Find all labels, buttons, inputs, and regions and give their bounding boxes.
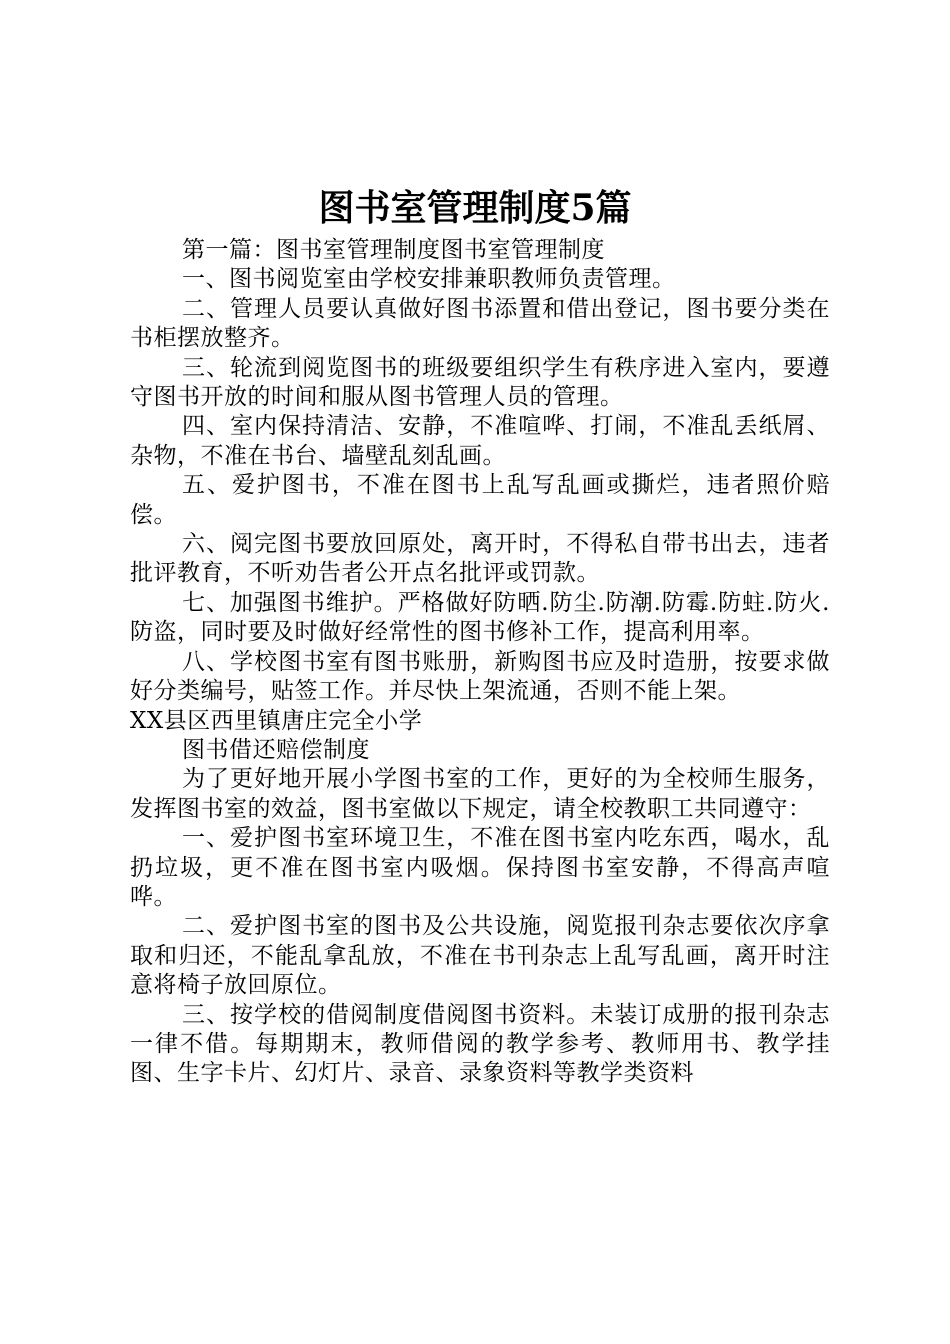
paragraph-rule-3: 三、轮流到阅览图书的班级要组织学生有秩序进入室内，要遵守图书开放的时间和服从图书管理人员的管理。 xyxy=(130,354,830,411)
paragraph-heading-part-one: 第一篇：图书室管理制度图书室管理制度 xyxy=(182,237,605,263)
document-title: 图书室管理制度5篇 xyxy=(318,187,632,229)
document-body xyxy=(130,236,830,1089)
paragraph-rule-1: 一、图书阅览室由学校安排兼职教师负责管理。 xyxy=(182,266,676,293)
paragraph-borrow-rule-3: 三、按学校的借阅制度借阅图书资料。未装订成册的报刊杂志一律不借。每期期末，教师借阅的教学参考、教师用书、教学挂图、生字卡片、幻灯片、录音、录象资料等教学类资料 xyxy=(130,1001,830,1087)
paragraph-rule-8: 八、学校图书室有图书账册，新购图书应及时造册，按要求做好分类编号，贴签工作。并尽快上架流通，否则不能上架。 xyxy=(130,648,830,705)
paragraph-rule-7: 七、加强图书维护。严格做好防晒.防尘.防潮.防霉.防蛀.防火.防盗，同时要及时做好经常性的图书修补工作，提高利用率。 xyxy=(130,589,830,646)
paragraph-borrow-rule-1: 一、爱护图书室环境卫生，不准在图书室内吃东西，喝水，乱扔垃圾，更不准在图书室内吸烟。保持图书室安静，不得高声喧哗。 xyxy=(130,825,830,910)
paragraph-rule-4: 四、室内保持清洁、安静，不准喧哗、打闹，不准乱丢纸屑、杂物，不准在书台、墙壁乱刻乱画。 xyxy=(130,413,830,469)
paragraph-borrow-rule-2: 二、爱护图书室的图书及公共设施，阅览报刊杂志要依次序拿取和归还，不能乱拿乱放，不准在书刊杂志上乱写乱画，离开时注意将椅子放回原位。 xyxy=(130,913,830,999)
paragraph-rule-5: 五、爱护图书，不准在图书上乱写乱画或撕烂，违者照价赔偿。 xyxy=(130,472,830,528)
paragraph-rule-6: 六、阅完图书要放回原处，离开时，不得私自带书出去，违者批评教育，不听劝告者公开点名批评或罚款。 xyxy=(130,531,830,587)
paragraph-school-name: XX县区西里镇唐庄完全小学 xyxy=(130,707,423,734)
paragraph-rule-2: 二、管理人员要认真做好图书添置和借出登记，图书要分类在书柜摆放整齐。 xyxy=(130,295,830,352)
paragraph-subheading-borrow-rules: 图书借还赔偿制度 xyxy=(182,736,370,763)
paragraph-intro: 为了更好地开展小学图书室的工作，更好的为全校师生服务，发挥图书室的效益，图书室做以下规定，请全校教职工共同遵守： xyxy=(130,766,830,822)
